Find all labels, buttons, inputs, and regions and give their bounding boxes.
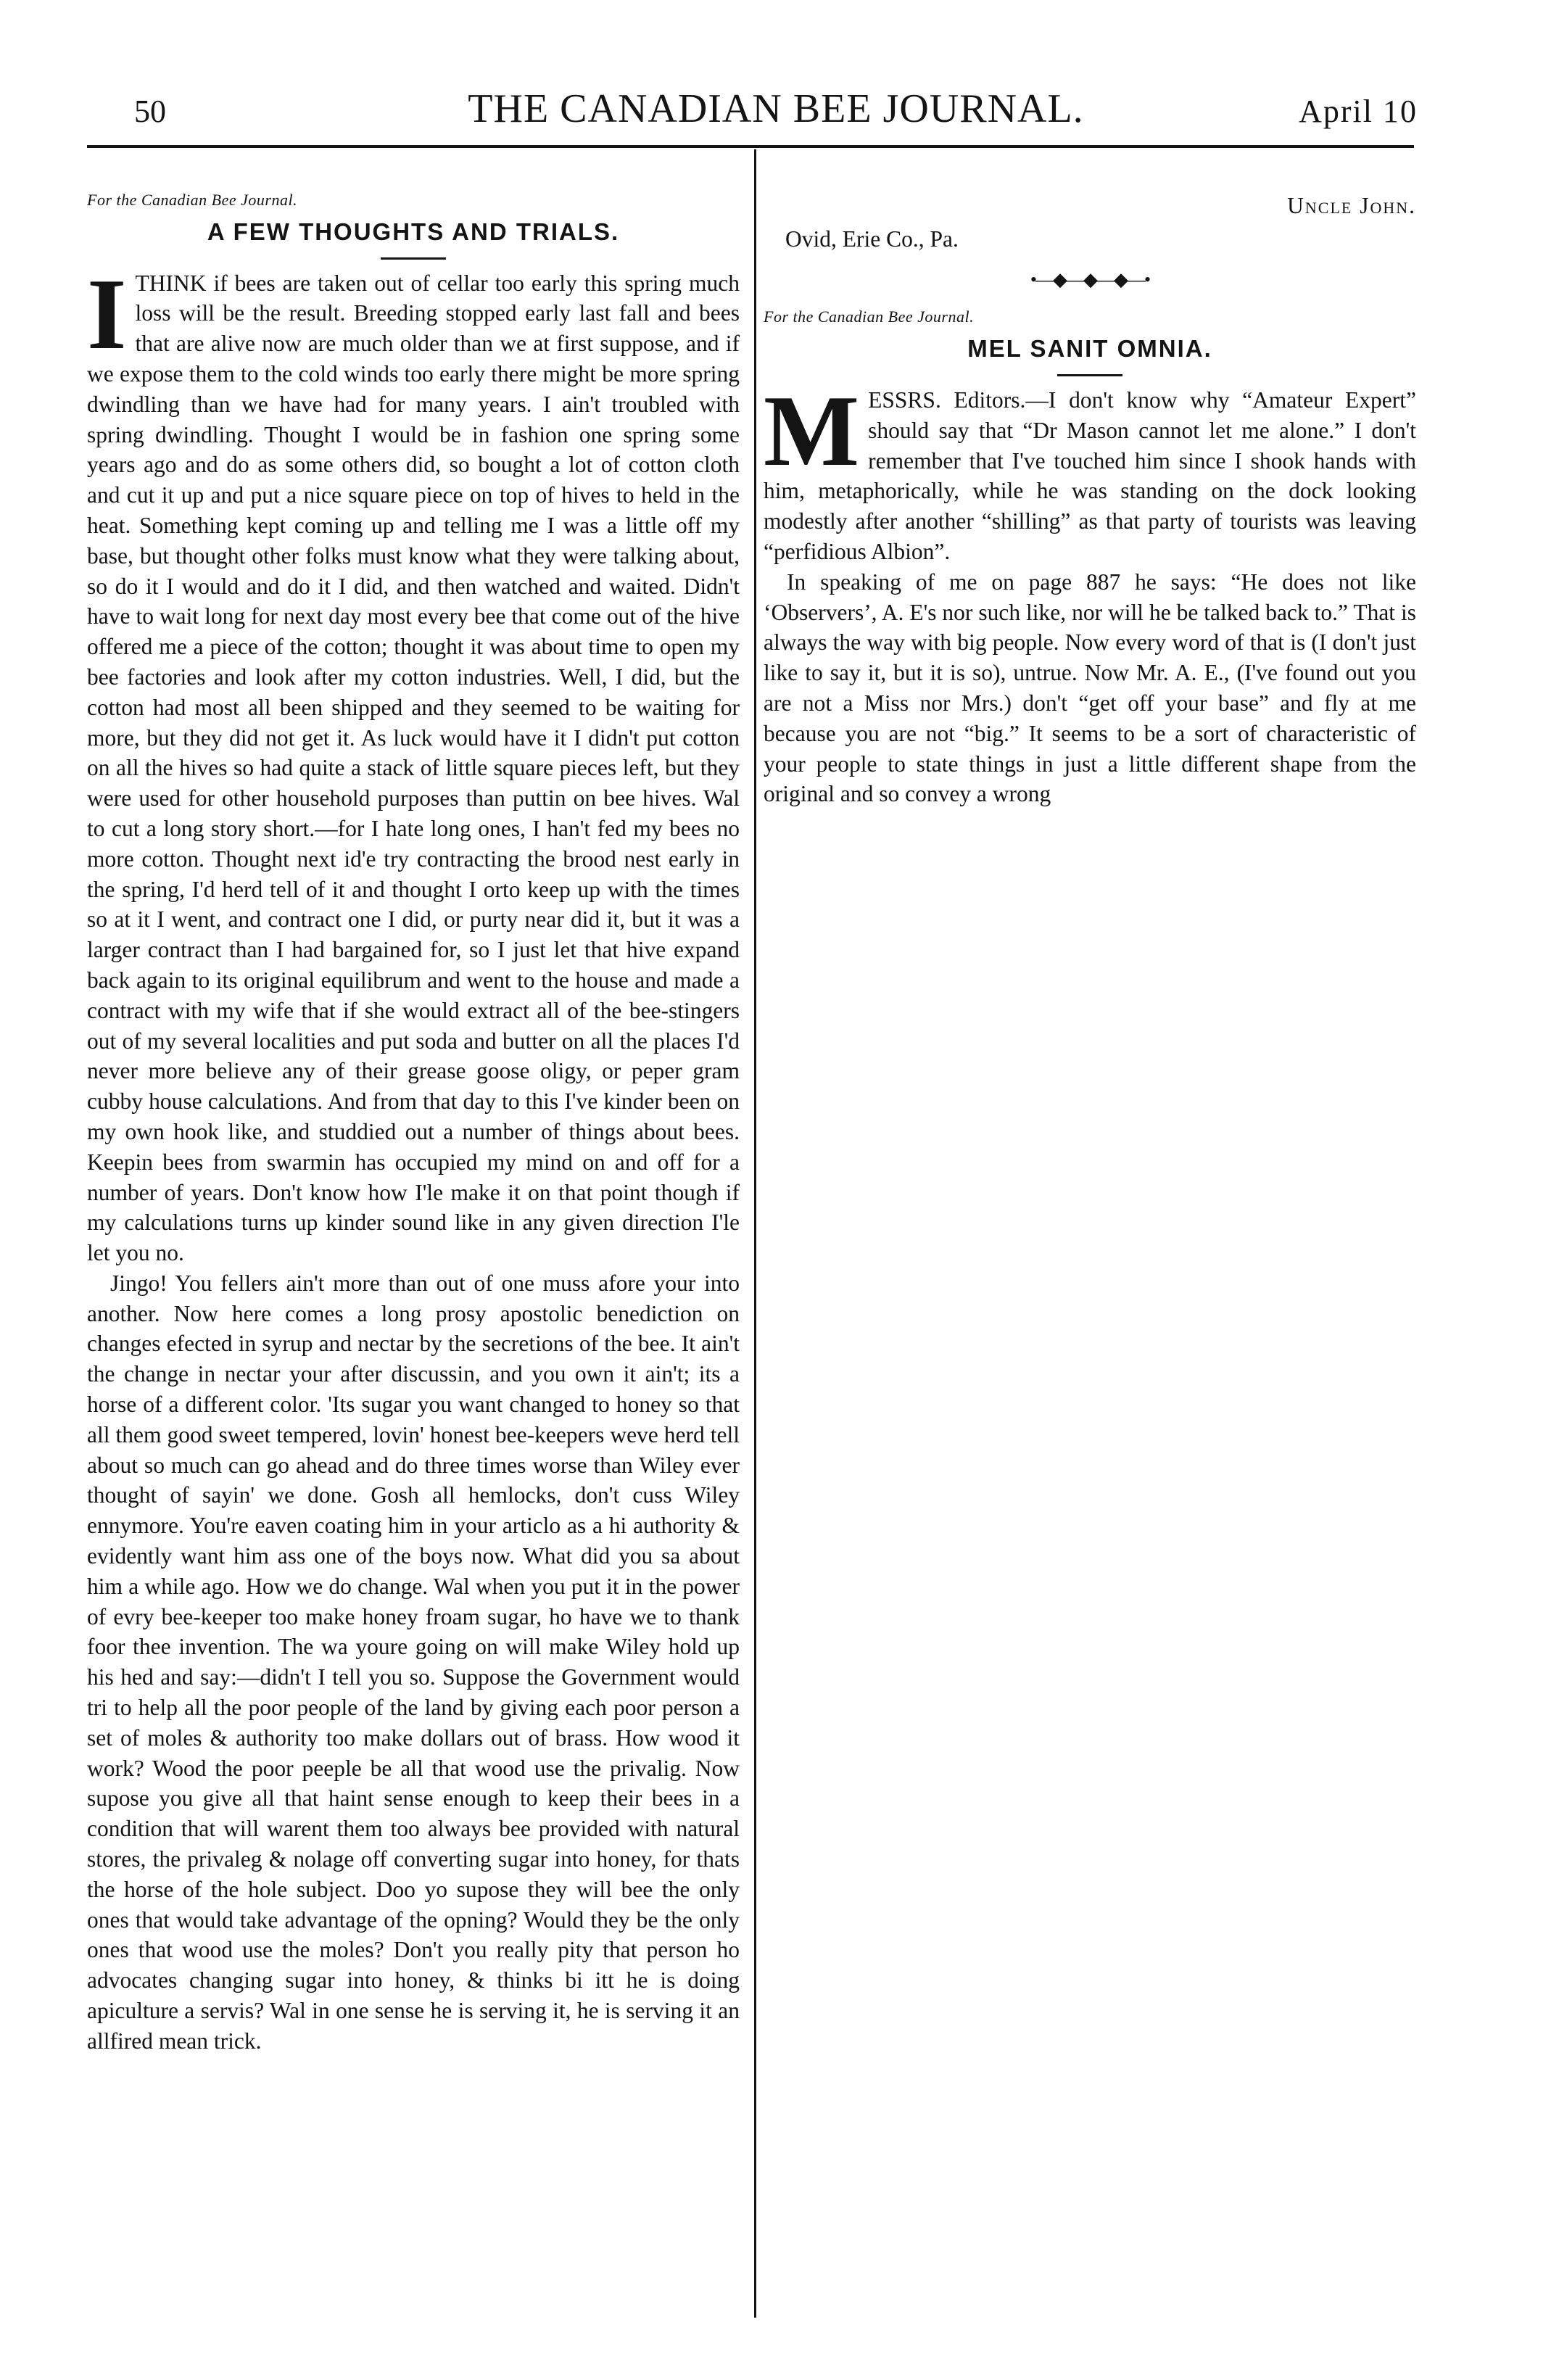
section-ornament: •—◆—◆—◆—•: [1030, 268, 1150, 290]
article-paragraph: [764, 567, 1416, 809]
drop-cap-letter: I: [87, 257, 127, 371]
page-header: [134, 86, 1418, 144]
article-byline: For the Canadian Bee Journal.: [764, 307, 975, 326]
paragraph-text: THINK if bees are taken out of cellar too early this spring much loss will be the result. Breeding stopped early last fall and bees that are alive now are much older than we at first suppose, and if we expose them to the cold winds too early there might be more spring dwindling than we have had for many years. I ain't troubled with spring dwindling. Thought I would be in fashion one spring some years ago and do as some others did, so bought a lot of cotton cloth and cut it up and put a nice square piece on top of hives to held in the heat. Something kept coming up and telling me I was a little off my base, but thought other folks must know what they were talking about, so do it I would and do it I did, and then watched and waited. Didn't have to wait long for next day most every bee that come out of the hive offered me a piece of the cotton; thought it was about time to open my bee factories and look after my cotton industries. Well, I did, but the cotton had most all been shipped and they seemed to be waiting for more, but they did not get it. As luck would have it I didn't put cotton on all the hives so had quite a stack of little square pieces left, but they were used for other household purposes than puttin on bee hives. Wal to cut a long story short.—for I hate long ones, I han't fed my bees no more cotton. Thought next id'e try contracting the brood nest early in the spring, I'd herd tell of it and thought I orto keep up with the times so at it I went, and contract one I did, or purty near did it, but it was a larger contract than I had bargained for, so I just let that hive expand back again to its original equilibrum and went to the house and made a contract with my wife that if she would extract all of the bee-stingers out of my several localities and put soda and butter on all the places I'd never more believe any of their grease goose oligy, or peper gram cubby house calculations. And from that day to this I've kinder been on my own hook like, and studdied out a number of things about bees. Keepin bees from swarmin has occupied my mind on and off for a number of years. Don't know how I'le make it on that point though if my calculations turns up kinder sound like in any given direction I'le let you no.: [87, 270, 740, 1266]
title-rule: [1057, 374, 1122, 376]
paragraph-text: In speaking of me on page 887 he says: “He does not like ‘Observers’, A. E's nor such like, nor will he be talked back to.” That is always the way with big people. Now every word of that is (I don't just like to say it, but it is so), untrue. Now Mr. A. E., (I've found out you are not a Miss nor Mrs.) don't “get off your base” and fly at me because you are not “big.” It seems to be a sort of characteristic of your people to state things in just a little different shape from the original and so convey a wrong: [764, 569, 1416, 807]
paragraph-text: ESSRS. Editors.—I don't know why “Amateur Expert” should say that “Dr Mason cannot let me alone.” I don't remember that I've touched him since I shook hands with him, metaphorically, while he was standing on the dock looking modestly after another “shilling” as that party of tourists was leaving “perfidious Albion”.: [764, 387, 1416, 564]
article-byline: For the Canadian Bee Journal.: [87, 191, 298, 209]
article-title: MEL SANIT OMNIA.: [967, 335, 1212, 363]
article-paragraph: [87, 1268, 740, 2057]
issue-date: April 10: [1299, 94, 1418, 129]
page-number: 50: [134, 94, 166, 129]
right-column: [764, 185, 1416, 809]
paragraph-text-continued: Jingo! You fellers ain't more than out of one muss afore your into another. Now here comes a long prosy apostolic benediction on changes efected in syrup and nectar by the secretions of the bee. It ain't the change in nectar your after discussin, and you own it ain't; its a horse of a different color. 'Its sugar you want changed to honey so that all them good sweet tempered, lovin' honest bee-keepers weve herd tell about so much can go ahead and do three times worse than Wiley ever thought of sayin' we done. Gosh all hemlocks, don't cuss Wiley ennymore. You're eaven coating him in your articlo as a hi authority & evidently want him ass one of the boys now. What did you sa about him a while ago. How we do change. Wal when you put it in the power of evry bee-keeper too make honey froam sugar, ho have we to thank foor thee invention. The wa youre going on will make Wiley hold up his hed and say:—didn't I tell you so. Suppose the Government would tri to help all the poor people of the land by giving each poor person a set of moles & authority too make dollars out of brass. How wood it work? Wood the poor peeple be all that wood use the privalig. Now supose you give all that haint sense enough to keep their bees in a condition that will warent them too always bee provided with natural stores, the privaleg & nolage off converting sugar into honey, for thats the horse of the hole subject. Doo yo supose they will bee the only ones that would take advantage of the opning? Would they be the only ones that wood use the moles? Don't you really pity that person ho advocates changing sugar into honey, & thinks bi itt he is doing apiculture a servis? Wal in one sense he is serving it, he is serving it an allfired mean trick.: [87, 1270, 740, 2054]
article-paragraph: [87, 257, 740, 1268]
author-location: Ovid, Erie Co., Pa.: [785, 226, 959, 252]
article-title: A FEW THOUGHTS AND TRIALS.: [207, 218, 620, 245]
left-column: [87, 185, 740, 2057]
author-signature: Uncle John.: [1287, 193, 1416, 218]
article-paragraph: [764, 374, 1416, 567]
column-divider: [754, 149, 756, 2318]
header-rule: [87, 145, 1414, 148]
title-rule: [381, 257, 446, 260]
drop-cap-letter: M: [764, 374, 860, 487]
journal-title: THE CANADIAN BEE JOURNAL.: [468, 86, 1084, 131]
